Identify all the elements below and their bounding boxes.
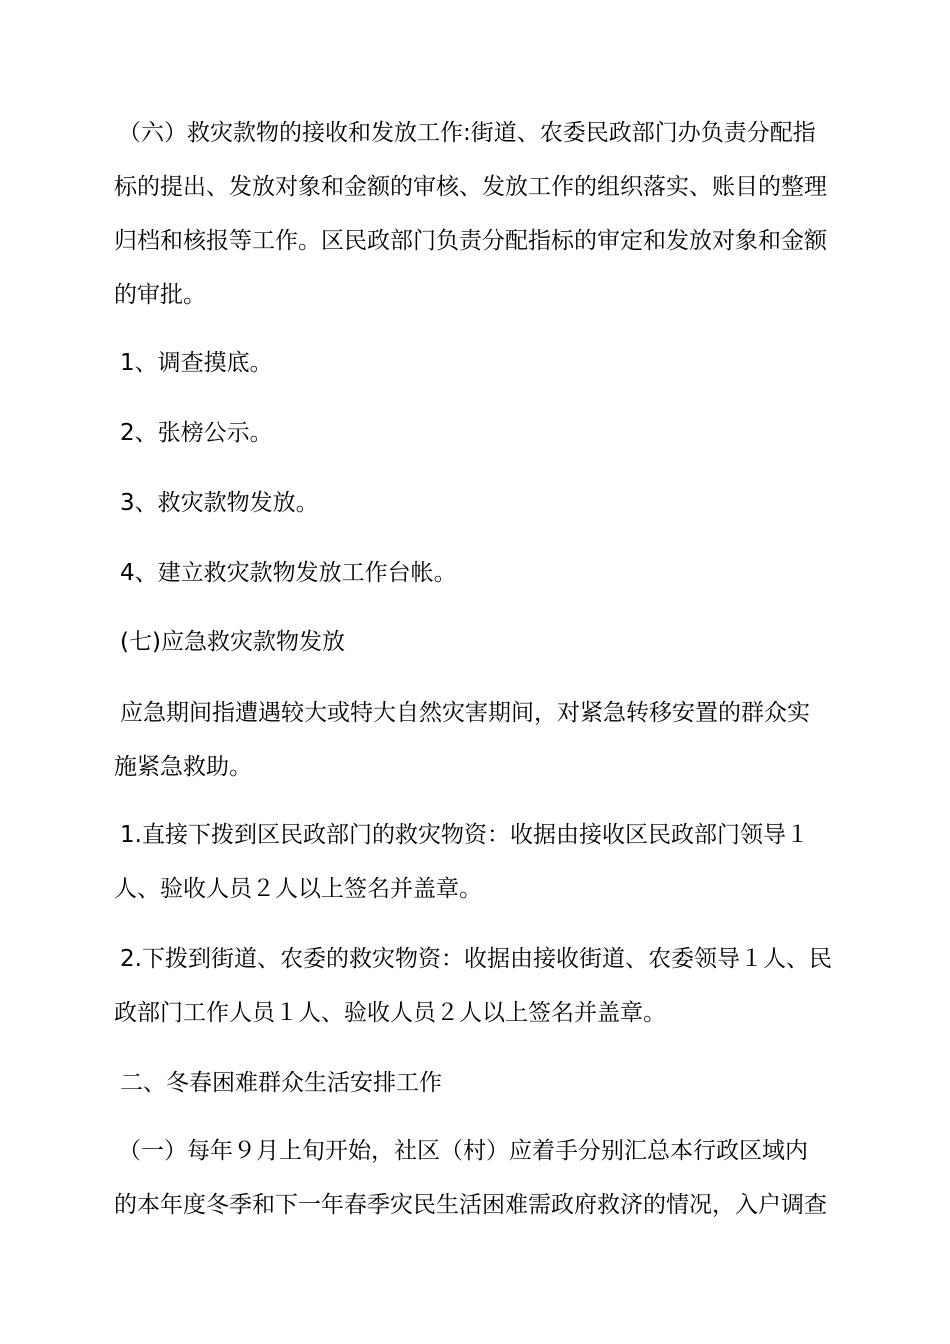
paragraph-item-1-line-1: 1.直接下拨到区民政部门的救灾物资：收据由接收区民政部门领导１ — [120, 822, 809, 848]
paragraph-6-line-2: 标的提出、发放对象和金额的审核、发放工作的组织落实、账目的整理 — [114, 174, 827, 200]
section-2-heading: 二、冬春困难群众生活安排工作 — [120, 1070, 442, 1096]
paragraph-6-line-3: 归档和核报等工作。区民政部门负责分配指标的审定和发放对象和金额 — [114, 228, 827, 254]
list-item-1: 1、调查摸底。 — [120, 350, 273, 376]
paragraph-item-2-line-1: 2.下拨到街道、农委的救灾物资：收据由接收街道、农委领导１人、民 — [120, 946, 832, 972]
paragraph-emergency-line-1: 应急期间指遭遇较大或特大自然灾害期间，对紧急转移安置的群众实 — [120, 700, 810, 726]
paragraph-6-line-1: （六）救灾款物的接收和发放工作:街道、农委民政部门办负责分配指 — [118, 120, 816, 146]
heading-7: (七)应急救灾款物发放 — [120, 629, 345, 655]
paragraph-emergency-line-2: 施紧急救助。 — [114, 754, 252, 780]
paragraph-item-1-line-2: 人、验收人员２人以上签名并盖章。 — [114, 876, 482, 902]
list-item-2: 2、张榜公示。 — [120, 420, 273, 446]
list-item-3: 3、救灾款物发放。 — [120, 490, 319, 516]
list-item-4: 4、建立救灾款物发放工作台帐。 — [120, 560, 457, 586]
paragraph-1-line-2: 的本年度冬季和下一年春季灾民生活困难需政府救济的情况，入户调查 — [114, 1192, 827, 1218]
paragraph-1-line-1: （一）每年９月上旬开始，社区（村）应着手分别汇总本行政区域内 — [118, 1138, 808, 1164]
paragraph-item-2-line-2: 政部门工作人员１人、验收人员２人以上签名并盖章。 — [114, 1000, 666, 1026]
paragraph-6-line-4: 的审批。 — [114, 282, 206, 308]
